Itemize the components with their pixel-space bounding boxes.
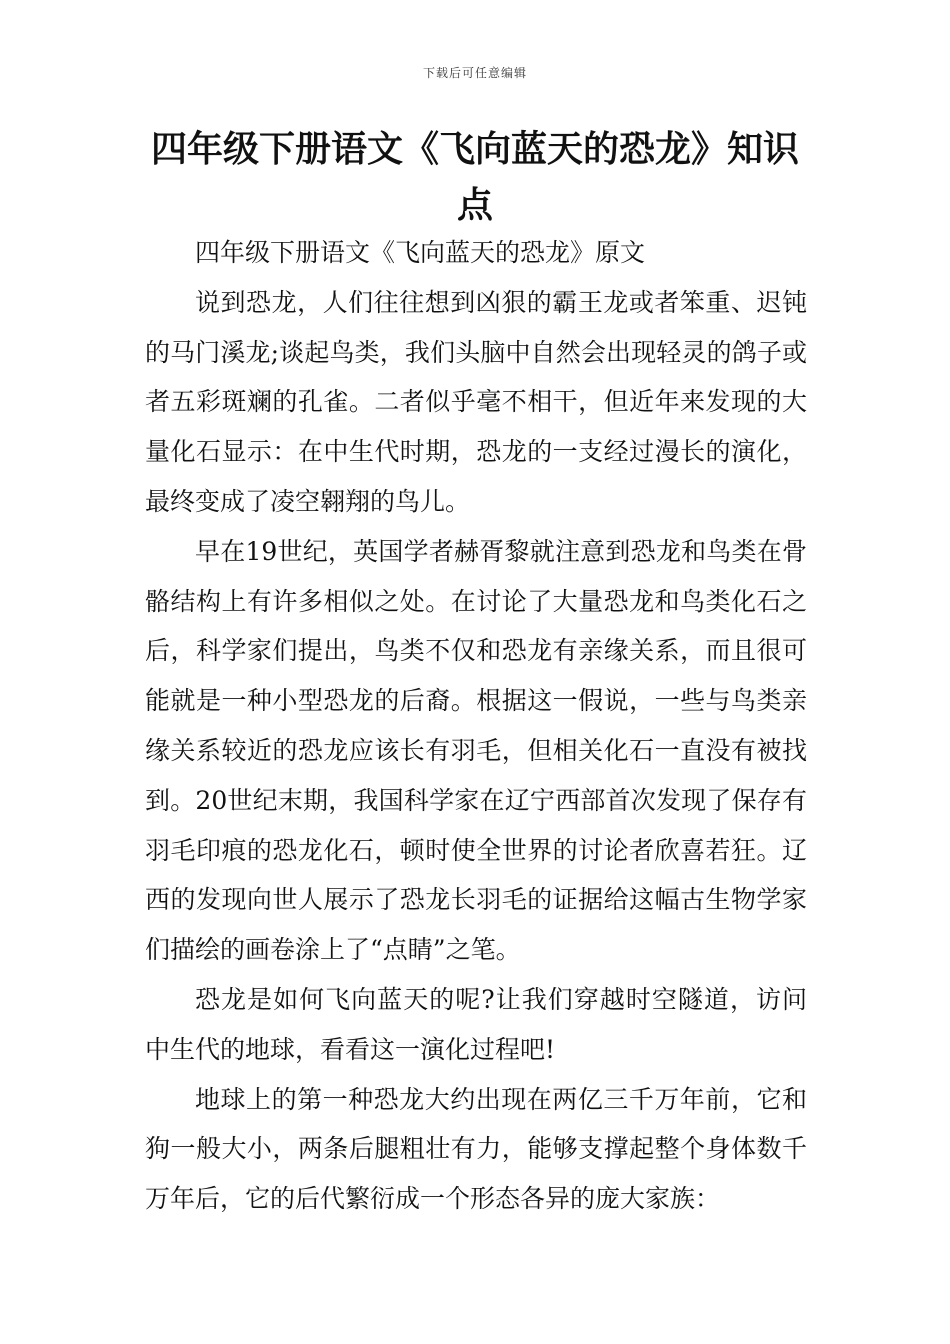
paragraph: 说到恐龙，人们往往想到凶狠的霸王龙或者笨重、迟钝的马门溪龙;谈起鸟类，我们头脑中自然会出现轻灵的鸽子或者五彩斑斓的孔雀。二者似乎毫不相干，但近年来发现的大量化石显示：在中生代时期，恐龙的一支经过漫长的演化，最终变成了凌空翱翔的鸟儿。: [145, 287, 807, 516]
document-body: [145, 228, 807, 1224]
page-title: 四年级下册语文《飞向蓝天的恐龙》知识点: [150, 129, 799, 226]
paragraph: 恐龙是如何飞向蓝天的呢?让我们穿越时空隧道，访问中生代的地球，看看这一演化过程吧!: [145, 984, 807, 1064]
subtitle: 四年级下册语文《飞向蓝天的恐龙》原文: [195, 238, 646, 267]
header-note: 下载后可任意编辑: [422, 66, 527, 80]
paragraph: 早在19世纪，英国学者赫胥黎就注意到恐龙和鸟类在骨骼结构上有许多相似之处。在讨论了大量恐龙和鸟类化石之后，科学家们提出，鸟类不仅和恐龙有亲缘关系，而且很可能就是一种小型恐龙的后裔。根据这一假说，一些与鸟类亲缘关系较近的恐龙应该长有羽毛，但相关化石一直没有被找到。20世纪末期，我国科学家在辽宁西部首次发现了保存有羽毛印痕的恐龙化石，顿时使全世界的讨论者欣喜若狂。辽西的发现向世人展示了恐龙长羽毛的证据给这幅古生物学家们描绘的画卷涂上了“点睛”之笔。: [145, 536, 807, 965]
paragraph: 地球上的第一种恐龙大约出现在两亿三千万年前，它和狗一般大小，两条后腿粗壮有力，能够支撑起整个身体数千万年后，它的后代繁衍成一个形态各异的庞大家族：: [145, 1084, 807, 1214]
